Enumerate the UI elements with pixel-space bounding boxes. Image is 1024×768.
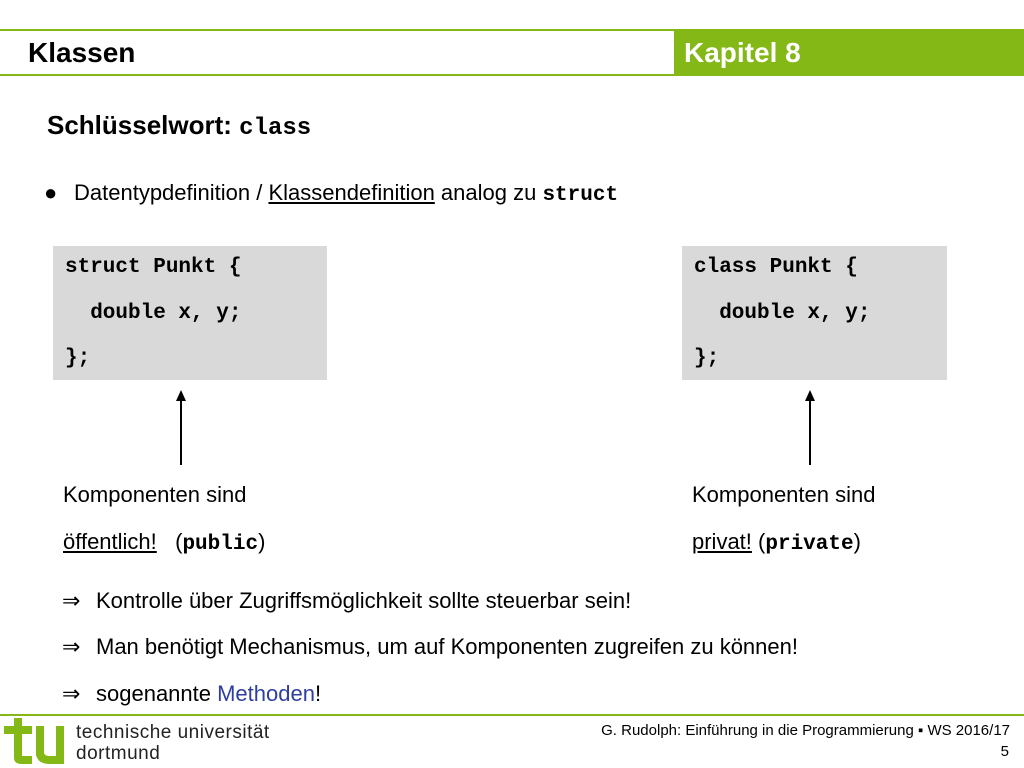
slide-title: Klassen bbox=[28, 37, 136, 68]
arrow-up-icon bbox=[804, 390, 816, 466]
note-right-line2 bbox=[692, 527, 861, 560]
tu-logo-icon bbox=[4, 718, 66, 764]
implication-suffix: ! bbox=[314, 681, 322, 706]
bullet-text-before: Datentypdefinition / bbox=[74, 180, 269, 205]
note-right-underlined: privat! bbox=[692, 529, 752, 554]
implies-icon: ⇒ bbox=[62, 681, 81, 706]
code-line: class Punkt { bbox=[694, 256, 858, 279]
code-line: struct Punkt { bbox=[65, 256, 242, 279]
code-line: }; bbox=[65, 347, 91, 370]
paren-close: ) bbox=[853, 529, 861, 554]
implication-item bbox=[62, 632, 798, 662]
paren-open: ( bbox=[175, 529, 183, 554]
paren-open: ( bbox=[758, 529, 766, 554]
note-left-line1: Komponenten sind bbox=[63, 482, 247, 507]
note-left-underlined: öffentlich! bbox=[63, 529, 157, 554]
implication-item bbox=[62, 679, 321, 709]
implication-text: Kontrolle über Zugriffsmöglichkeit sollte steuerbar sein! bbox=[96, 588, 632, 613]
footer-credit: G. Rudolph: Einführung in die Programmierung ▪ WS 2016/17 bbox=[601, 722, 1010, 739]
paren-close: ) bbox=[258, 529, 266, 554]
university-name-line2: dortmund bbox=[76, 743, 161, 764]
university-name bbox=[76, 722, 270, 764]
code-line: double x, y; bbox=[694, 302, 871, 325]
note-left-line2 bbox=[63, 527, 265, 560]
implication-highlight: Methoden bbox=[217, 681, 315, 706]
implies-icon: ⇒ bbox=[62, 588, 81, 613]
code-block-struct bbox=[53, 246, 327, 380]
chapter-label: Kapitel 8 bbox=[684, 37, 801, 68]
arrow-up-icon bbox=[175, 390, 187, 466]
university-name-line1: technische universität bbox=[76, 722, 270, 743]
code-block-class bbox=[682, 246, 947, 380]
note-right-line1: Komponenten sind bbox=[692, 482, 876, 507]
implication-text: sogenannte bbox=[96, 681, 218, 706]
bullet-marker: ● bbox=[44, 180, 58, 205]
note-left-keyword: public bbox=[182, 533, 259, 556]
section-heading bbox=[47, 108, 311, 146]
bullet-item bbox=[44, 178, 618, 211]
bullet-text-after: analog zu bbox=[434, 180, 543, 205]
code-line: double x, y; bbox=[65, 302, 242, 325]
bullet-keyword: struct bbox=[542, 184, 619, 207]
code-line: }; bbox=[694, 347, 720, 370]
page-number: 5 bbox=[1000, 743, 1009, 760]
footer-rule bbox=[0, 714, 1024, 716]
section-title: Schlüsselwort: bbox=[47, 110, 232, 140]
note-right-keyword: private bbox=[765, 533, 854, 556]
bullet-underlined-term: Klassendefinition bbox=[268, 180, 435, 205]
implication-item bbox=[62, 586, 631, 616]
section-keyword: class bbox=[239, 115, 312, 142]
implies-icon: ⇒ bbox=[62, 634, 81, 659]
implication-text: Man benötigt Mechanismus, um auf Komponenten zugreifen zu können! bbox=[96, 634, 798, 659]
chapter-badge bbox=[674, 29, 1024, 76]
